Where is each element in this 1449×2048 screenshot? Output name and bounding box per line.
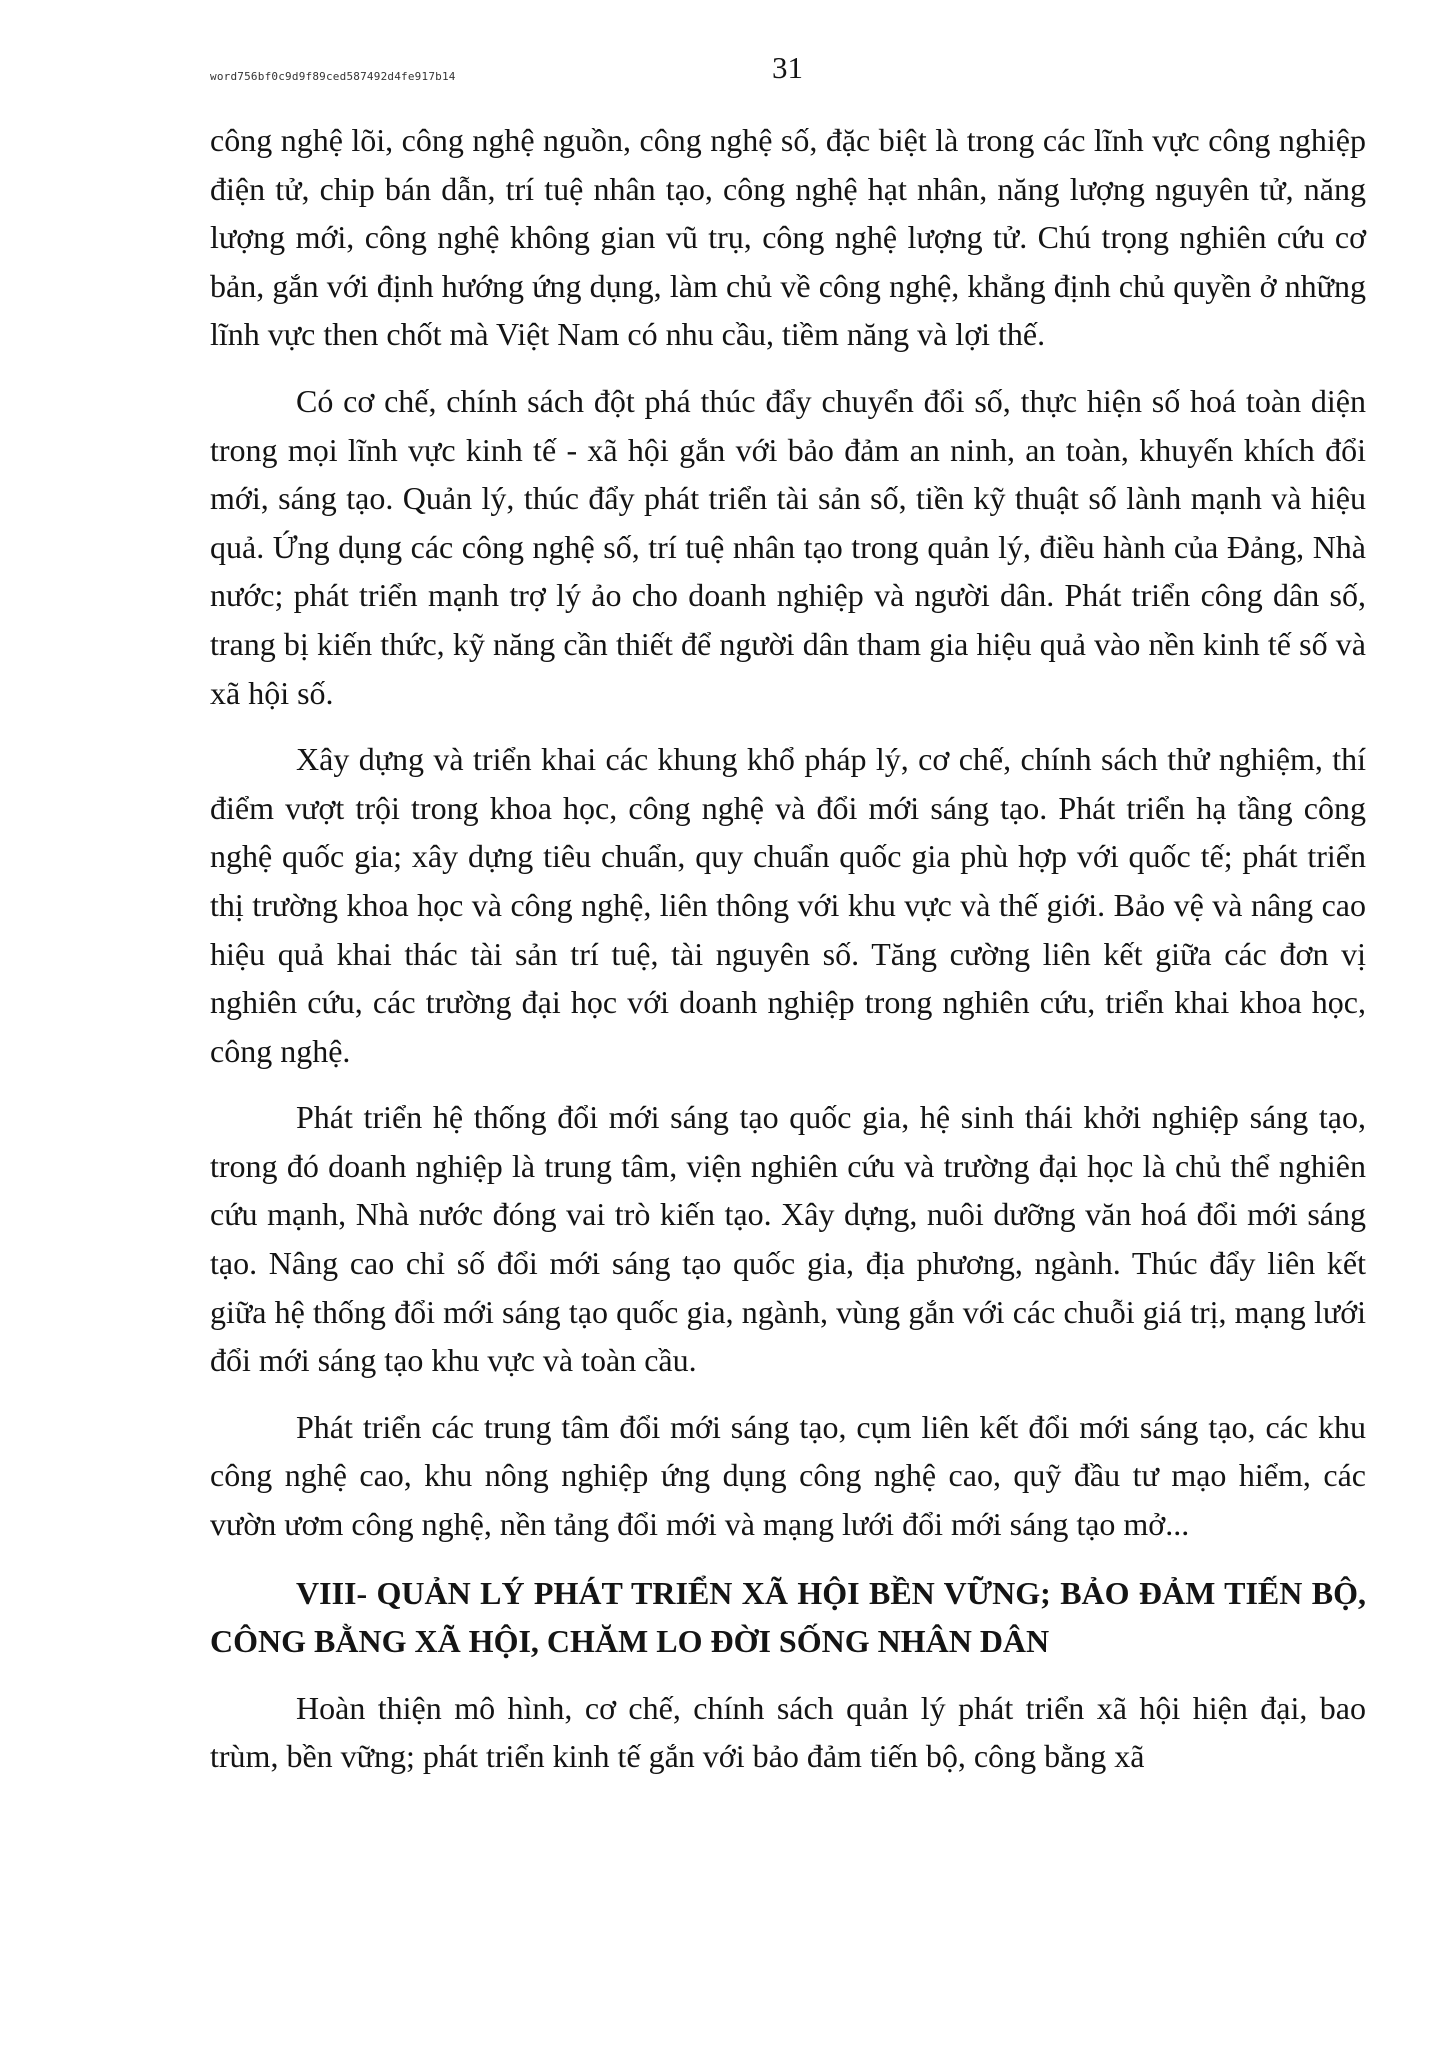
- paragraph-social-development: Hoàn thiện mô hình, cơ chế, chính sách quản lý phát triển xã hội hiện đại, bao trùm, bền vững; phát triển kinh tế gắn với bảo đảm tiến bộ, công bằng xã: [210, 1689, 1366, 1775]
- paragraph-innovation-centers: Phát triển các trung tâm đổi mới sáng tạo, cụm liên kết đổi mới sáng tạo, các khu công nghệ cao, khu nông nghiệp ứng dụng công nghệ cao, quỹ đầu tư mạo hiểm, các vườn ươm công nghệ, nền tảng đổi mới và mạng lưới đổi mới sáng tạo mở...: [210, 1408, 1366, 1543]
- document-id: word756bf0c9d9f89ced587492d4fe917b14: [210, 70, 456, 83]
- paragraph-innovation-system: Phát triển hệ thống đổi mới sáng tạo quốc gia, hệ sinh thái khởi nghiệp sáng tạo, trong đó doanh nghiệp là trung tâm, viện nghiên cứu và trường đại học là chủ thể nghiên cứu mạnh, Nhà nước đóng vai trò kiến tạo. Xây dựng, nuôi dưỡng văn hoá đổi mới sáng tạo. Nâng cao chỉ số đổi mới sáng tạo quốc gia, địa phương, ngành. Thúc đẩy liên kết giữa hệ thống đổi mới sáng tạo quốc gia, ngành, vùng gắn với các chuỗi giá trị, mạng lưới đổi mới sáng tạo khu vực và toàn cầu.: [210, 1099, 1366, 1379]
- document-body: [210, 116, 1366, 1799]
- page-number: 31: [772, 50, 803, 85]
- paragraph-legal-framework: Xây dựng và triển khai các khung khổ pháp lý, cơ chế, chính sách thử nghiệm, thí điểm vượt trội trong khoa học, công nghệ và đổi mới sáng tạo. Phát triển hạ tầng công nghệ quốc gia; xây dựng tiêu chuẩn, quy chuẩn quốc gia phù hợp với quốc tế; phát triển thị trường khoa học và công nghệ, liên thông với khu vực và thế giới. Bảo vệ và nâng cao hiệu quả khai thác tài sản trí tuệ, tài nguyên số. Tăng cường liên kết giữa các đơn vị nghiên cứu, các trường đại học với doanh nghiệp trong nghiên cứu, triển khai khoa học, công nghệ.: [210, 741, 1366, 1069]
- paragraph-digital-transformation: Có cơ chế, chính sách đột phá thúc đẩy chuyển đổi số, thực hiện số hoá toàn diện trong mọi lĩnh vực kinh tế - xã hội gắn với bảo đảm an ninh, an toàn, khuyến khích đổi mới, sáng tạo. Quản lý, thúc đẩy phát triển tài sản số, tiền kỹ thuật số lành mạnh và hiệu quả. Ứng dụng các công nghệ số, trí tuệ nhân tạo trong quản lý, điều hành của Đảng, Nhà nước; phát triển mạnh trợ lý ảo cho doanh nghiệp và người dân. Phát triển công dân số, trang bị kiến thức, kỹ năng cần thiết để người dân tham gia hiệu quả vào nền kinh tế số và xã hội số.: [210, 382, 1366, 711]
- section-heading: VIII- QUẢN LÝ PHÁT TRIỂN XÃ HỘI BỀN VỮNG; BẢO ĐẢM TIẾN BỘ, CÔNG BẰNG XÃ HỘI, CHĂM LO ĐỜI SỐNG NHÂN DÂN: [210, 1574, 1366, 1660]
- paragraph-continuation: công nghệ lõi, công nghệ nguồn, công nghệ số, đặc biệt là trong các lĩnh vực công nghiệp điện tử, chip bán dẫn, trí tuệ nhân tạo, công nghệ hạt nhân, năng lượng nguyên tử, năng lượng mới, công nghệ không gian vũ trụ, công nghệ lượng tử. Chú trọng nghiên cứu cơ bản, gắn với định hướng ứng dụng, làm chủ về công nghệ, khẳng định chủ quyền ở những lĩnh vực then chốt mà Việt Nam có nhu cầu, tiềm năng và lợi thế.: [210, 122, 1366, 353]
